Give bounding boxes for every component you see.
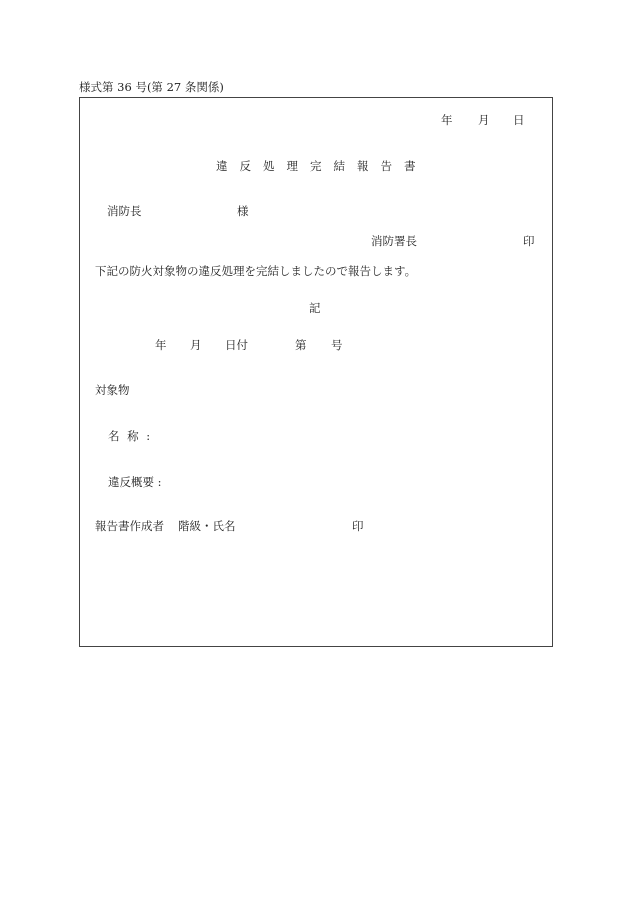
date-month: 月 (478, 113, 490, 127)
reference-day-dated: 日付 (225, 338, 248, 352)
form-number: 様式第 36 号(第 27 条関係) (79, 80, 224, 94)
sender-title: 消防署長 (371, 234, 417, 248)
author-rank-name: 階級・氏名 (178, 519, 236, 533)
reference-gou: 号 (331, 338, 343, 352)
reference-month: 月 (190, 338, 202, 352)
body-text: 下記の防火対象物の違反処理を完結しましたので報告します。 (95, 264, 417, 278)
sender-seal: 印 (523, 234, 535, 248)
author-label: 報告書作成者 (95, 519, 164, 533)
target-heading: 対象物 (95, 383, 130, 397)
report-form-frame (79, 97, 553, 647)
document-title: 違反処理完結報告書 (216, 159, 428, 173)
ki-note: 記 (309, 301, 321, 315)
date-year: 年 (441, 113, 453, 127)
author-seal: 印 (352, 519, 364, 533)
violation-summary-label: 違反概要 : (108, 475, 162, 489)
addressee-title: 消防長 (107, 204, 142, 218)
reference-dai: 第 (295, 338, 307, 352)
reference-year: 年 (155, 338, 167, 352)
date-day: 日 (513, 113, 525, 127)
addressee-honorific: 様 (237, 204, 249, 218)
name-field-label: 名 称 : (108, 429, 153, 443)
